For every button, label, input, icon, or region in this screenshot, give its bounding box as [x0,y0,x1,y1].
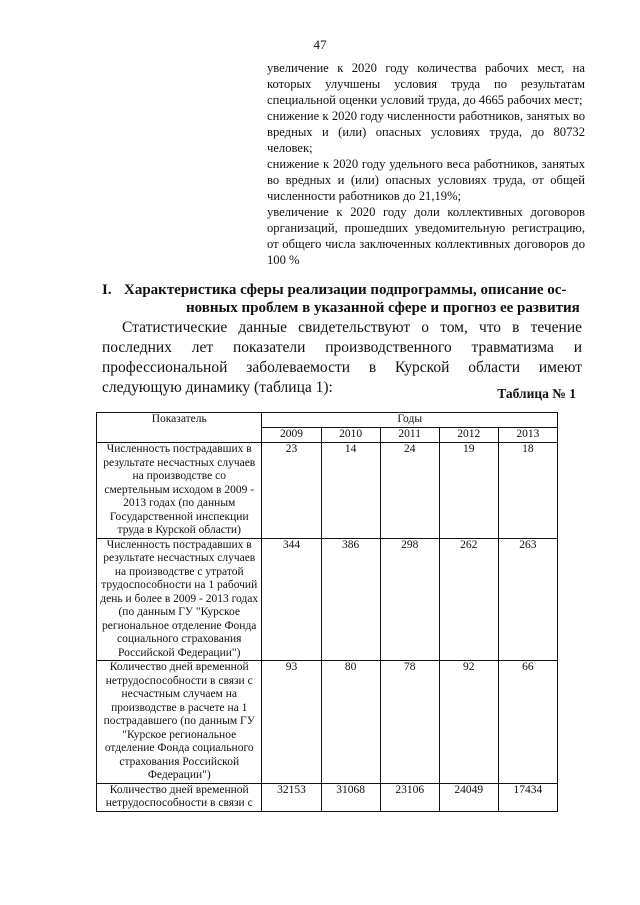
section-number: I. [102,282,112,298]
year-header: 2012 [439,428,498,443]
value-cell: 17434 [498,783,557,811]
table-header-row [97,413,558,428]
years-header: Годы [262,413,558,428]
value-cell: 262 [439,538,498,661]
value-cell: 24049 [439,783,498,811]
value-cell: 19 [439,443,498,539]
value-cell: 93 [262,661,321,784]
indicator-header: Показатель [97,413,262,443]
table-row [97,538,558,661]
list-item: увеличение к 2020 году количества рабочих мест, на которых улучшены условия труда по результатам специальной оценки условий труда, до 4665 рабочих мест; [267,61,585,107]
indicator-cell: Количество дней временной нетрудоспособности в связи с [97,783,262,811]
year-header: 2010 [321,428,380,443]
table-row [97,661,558,784]
value-cell: 24 [380,443,439,539]
section-title-line2: новных проблем в указанной сфере и прогноз ее развития [186,300,580,316]
value-cell: 18 [498,443,557,539]
value-cell: 23106 [380,783,439,811]
table-row [97,783,558,811]
value-cell: 23 [262,443,321,539]
intro-paragraph: Статистические данные свидетельствуют о том, что в течение последних лет показатели производственного травматизма и профессиональной заболеваемости в Курской области имеют следующую динамику (таблица 1): [102,319,582,396]
value-cell: 263 [498,538,557,661]
table-row [97,443,558,539]
page-number: 47 [313,37,327,52]
indicator-cell: Численность пострадавших в результате несчастных случаев на производстве со смертельным исходом в 2009 - 2013 годах (по данным Государственной инспекции труда в Курской области) [97,443,262,539]
value-cell: 78 [380,661,439,784]
value-cell: 14 [321,443,380,539]
target-indicators-list [267,60,585,268]
injury-statistics-table [96,412,558,812]
value-cell: 386 [321,538,380,661]
year-header: 2009 [262,428,321,443]
value-cell: 298 [380,538,439,661]
indicator-cell: Численность пострадавших в результате несчастных случаев на производстве с утратой трудоспособности на 1 рабочий день и более в 2009 - 2013 годах (по данным ГУ "Курское региональное отделение Фонда социального страхования Российской Федерации") [97,538,262,661]
table-caption: Таблица № 1 [497,386,576,401]
value-cell: 32153 [262,783,321,811]
section-title-line1: Характеристика сферы реализации подпрограммы, описание ос- [124,282,567,298]
list-item: увеличение к 2020 году доли коллективных договоров организаций, прошедших уведомительную регистрацию, от общего числа заключенных коллективных договоров до 100 % [267,205,585,267]
value-cell: 66 [498,661,557,784]
value-cell: 31068 [321,783,380,811]
year-header: 2011 [380,428,439,443]
list-item: снижение к 2020 году удельного веса работников, занятых во вредных и (или) опасных условиях труда, от общей численности работников до 21,19%; [267,157,585,203]
indicator-cell: Количество дней временной нетрудоспособности в связи с несчастным случаем на производстве в расчете на 1 пострадавшего (по данным ГУ "Курское региональное отделение Фонда социального страхования Российской Федерации") [97,661,262,784]
value-cell: 80 [321,661,380,784]
value-cell: 92 [439,661,498,784]
year-header: 2013 [498,428,557,443]
section-heading [102,281,582,317]
list-item: снижение к 2020 году численности работников, занятых во вредных и (или) опасных условиях труда, до 80732 человек; [267,109,585,155]
value-cell: 344 [262,538,321,661]
